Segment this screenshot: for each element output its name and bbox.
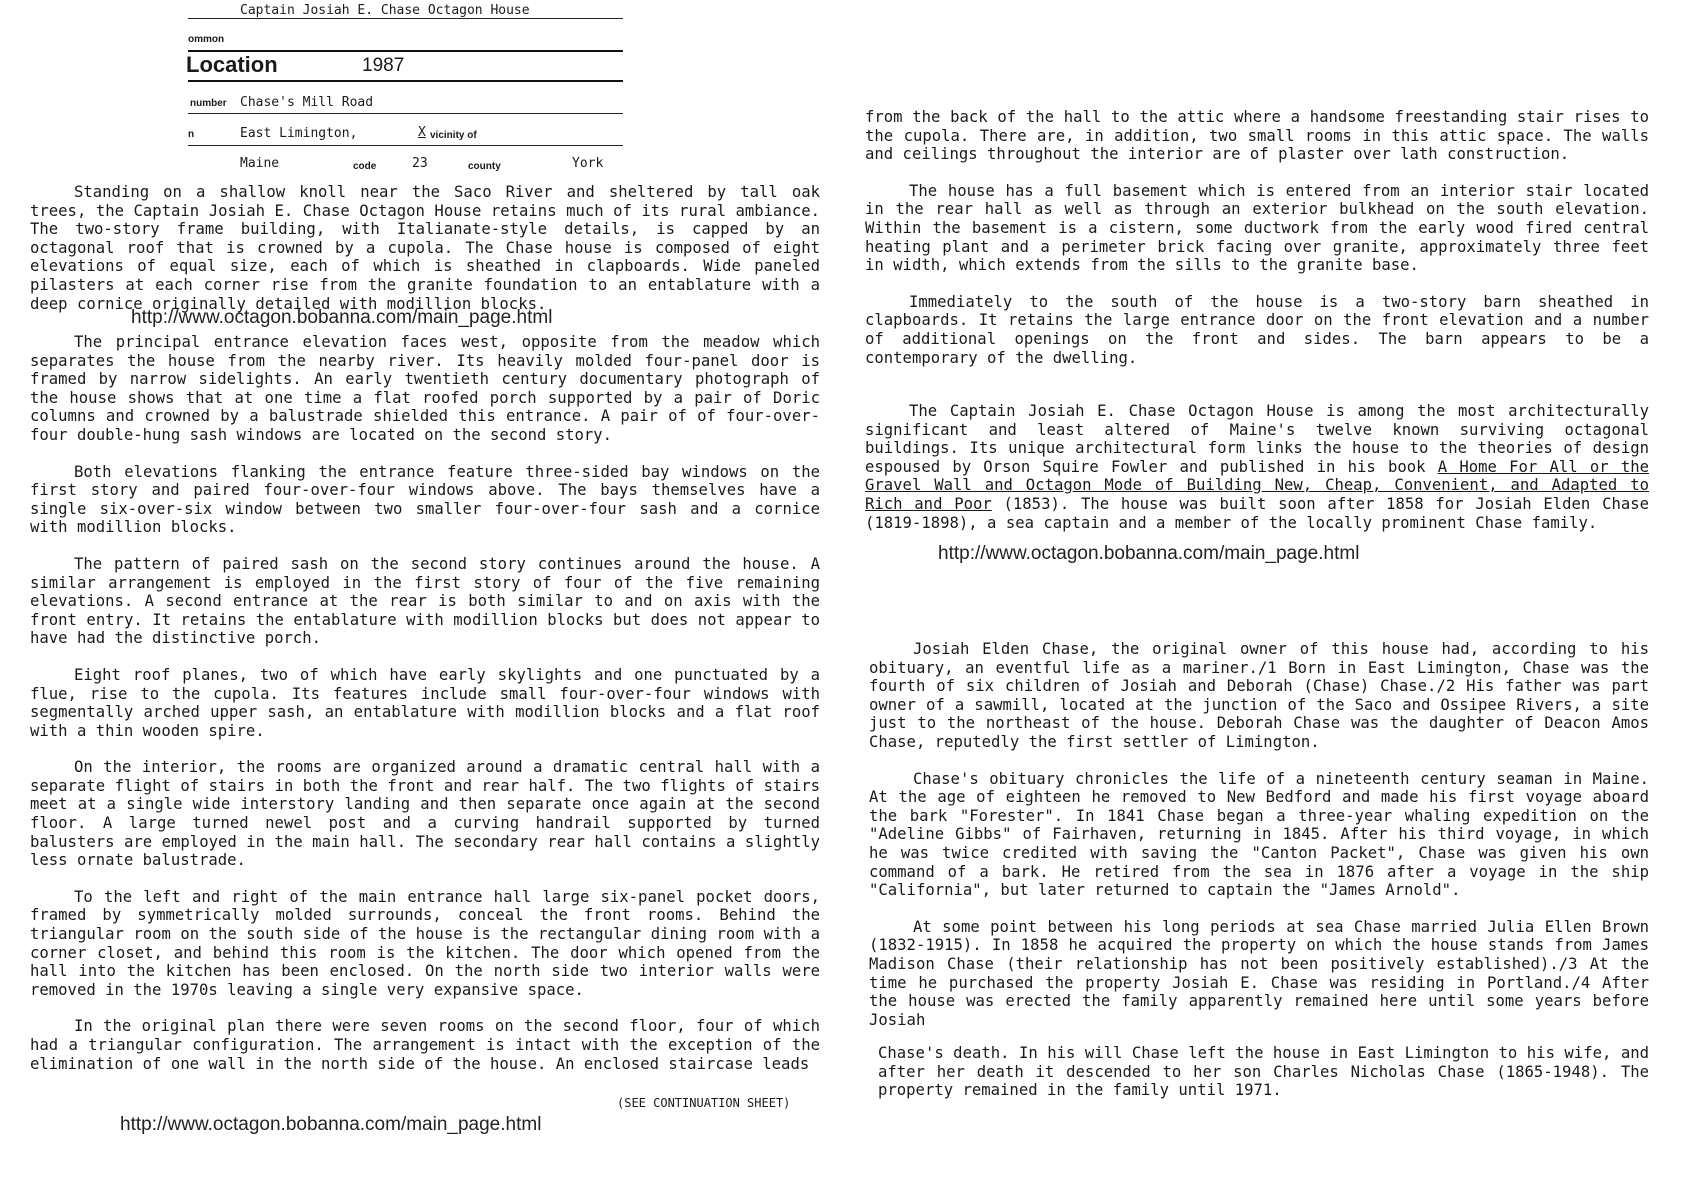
continuation-note: (SEE CONTINUATION SHEET) <box>617 1096 791 1110</box>
significance-text: The Captain Josiah E. Chase Octagon House is among the most architecturally significant and least altered of Maine's twelve known surviving octagonal buildings. Its unique architectural form links the house to the theories of design espoused by Orson Squire Fowler and published in his book <box>865 402 1649 476</box>
paragraph: Eight roof planes, two of which have early skylights and one punctuated by a flue, rise to the cupola. Its features include small four-over-four windows with segmentally arched upper sash, an entablature with modillion blocks and a flat roof with a thin wooden spire. <box>30 665 820 740</box>
street-number-label: number <box>190 98 227 109</box>
paragraph: The principal entrance elevation faces west, opposite from the meadow which separates the house from the nearby river. Its heavily molded four-panel door is framed by narrow sidelights. An early twentieth century documentary photograph of the house shows that at one time a flat roofed porch supported by a pair of Doric columns and crowned by a balustrade shielded this entrance. A pair of of four-over-four double-hung sash windows are located on the second story. <box>30 333 820 444</box>
paragraph: Standing on a shallow knoll near the Saco River and sheltered by tall oak trees, the Captain Josiah E. Chase Octagon House retains much of its rural ambiance. The two-story frame building, with Italianate-style details, is capped by an octagonal roof that is crowned by a cupola. The Chase house is composed of eight elevations of equal size, each of which is sheathed in clapboards. Wide paneled pilasters at each corner rise from the granite foundation to an entablature with a deep cornice originally detailed with modillion blocks. <box>30 183 820 313</box>
paragraph: On the interior, the rooms are organized around a dramatic central hall with a separate flight of stairs in both the front and rear half. The two flights of stairs meet at a single wide interstory landing and then separate once again at the second floor. A large turned newel post and a curving handrail supported by turned balusters are employed in the main hall. The secondary rear hall contains a slightly less ornate balustrade. <box>30 758 820 870</box>
paragraph: The pattern of paired sash on the second story continues around the house. A similar arrangement is employed in the first story of four of the five remaining elevations. A second entrance at the rear is both similar to and on axis with the front entry. It retains the entablature with modillion blocks but does not appear to have had the distinctive porch. <box>30 554 820 648</box>
divider <box>188 80 623 82</box>
right-column-block-3 <box>878 1044 1649 1100</box>
watermark-url: http://www.octagon.bobanna.com/main_page.html <box>938 543 1360 564</box>
right-column-block-2 <box>869 640 1649 1029</box>
code-label: code <box>353 161 377 172</box>
paragraph: Chase's obituary chronicles the life of a nineteenth century seaman in Maine. At the age of eighteen he removed to New Bedford and made his first voyage aboard the bark "Forester". In 1841 Chase began a three-year whaling expedition on the "Adeline Gibbs" of Fairhaven, returning in 1845. After his third voyage, in which he was twice credited with saving the "Canton Packet", Chase was given his own command of a bark. He retired from the sea in 1876 after a voyage in the ship "California", but later returned to captain the "James Arnold". <box>869 769 1649 900</box>
county-label: county <box>468 161 501 172</box>
county-value: York <box>572 156 604 171</box>
state-value: Maine <box>240 156 280 171</box>
paragraph: At some point between his long periods at sea Chase married Julia Ellen Brown (1832-1915). In 1858 he acquired the property on which the house stands from James Madison Chase (their relationship has not been positively established)./3 At the time he purchased the property Josiah E. Chase was residing in Portland./4 After the house was erected the family apparently remained here until some years before Josiah <box>869 917 1649 1029</box>
vicinity-label: vicinity of <box>430 130 477 141</box>
form-year: 1987 <box>362 55 405 76</box>
paragraph: Chase's death. In his will Chase left the house in East Limington to his wife, and after her death it descended to her son Charles Nicholas Chase (1865-1948). The property remained in the family until 1971. <box>878 1044 1649 1100</box>
historic-name: Captain Josiah E. Chase Octagon House <box>240 3 530 18</box>
location-heading: Location <box>186 52 278 77</box>
code-value: 23 <box>412 156 428 171</box>
vicinity-mark: X <box>418 125 426 140</box>
common-label: ommon <box>188 34 225 45</box>
paragraph: Immediately to the south of the house is a two-story barn sheathed in clapboards. It retains the large entrance door on the front elevation and a number of additional openings on the front and sides. The barn appears to be a contemporary of the dwelling. <box>865 292 1649 367</box>
paragraph: The house has a full basement which is entered from an interior stair located in the rear hall as well as through an exterior bulkhead on the south elevation. Within the basement is a cistern, some ductwork from the early wood fired central heating plant and a perimeter brick facing over granite, approximately three feet in width, which extends from the sills to the granite base. <box>865 181 1649 275</box>
left-column-block-1 <box>30 183 820 313</box>
divider <box>188 18 623 19</box>
city-label: n <box>188 129 195 140</box>
divider <box>188 113 623 114</box>
watermark-url: http://www.octagon.bobanna.com/main_page.html <box>120 1114 542 1135</box>
paragraph: from the back of the hall to the attic where a handsome freestanding stair rises to the cupola. There are, in addition, two small rooms in this attic space. The walls and ceilings throughout the interior are of plaster over lath construction. <box>865 108 1649 164</box>
watermark-url: http://www.octagon.bobanna.com/main_page.html <box>131 307 553 328</box>
right-column-block-1 <box>865 108 1649 367</box>
city-value: East Limington, <box>240 126 358 141</box>
street-value: Chase's Mill Road <box>240 95 374 110</box>
paragraph: Both elevations flanking the entrance feature three-sided bay windows on the first story and paired four-over-four windows above. The bays themselves have a single six-over-six window between two smaller four-over-four sash and a cornice with modillion blocks. <box>30 462 820 537</box>
left-column-block-2 <box>30 333 820 1073</box>
significance-block <box>865 402 1649 532</box>
significance-paragraph <box>865 402 1649 532</box>
book-title: A Home For All or the Gravel Wall and Octagon Mode of Building New, Cheap, Convenient, and Adapted to Rich and Poor <box>865 457 1650 513</box>
significance-text: (1853). The house was built soon after 1858 for Josiah Elden Chase (1819-1898), a sea captain and a member of the locally prominent Chase family. <box>865 494 1650 532</box>
divider <box>188 145 623 146</box>
paragraph: To the left and right of the main entrance hall large six-panel pocket doors, framed by symmetrically molded surrounds, conceal the front rooms. Behind the triangular room on the south side of the house is the rectangular dining room with a corner closet, and behind this room is the kitchen. The door which opened from the hall into the kitchen has been enclosed. On the north side two interior walls were removed in the 1970s leaving a single very expansive space. <box>30 887 820 999</box>
paragraph: In the original plan there were seven rooms on the second floor, four of which had a triangular configuration. The arrangement is intact with the exception of the elimination of one wall in the north side of the house. An enclosed staircase leads <box>30 1017 820 1073</box>
paragraph: Josiah Elden Chase, the original owner of this house had, according to his obituary, an eventful life as a mariner./1 Born in East Limington, Chase was the fourth of six children of Josiah and Deborah (Chase) Chase./2 His father was part owner of a sawmill, located at the junction of the Saco and Ossipee Rivers, a site just to the northeast of the house. Deborah Chase was the daughter of Deacon Amos Chase, reputedly the first settler of Limington. <box>869 640 1649 751</box>
